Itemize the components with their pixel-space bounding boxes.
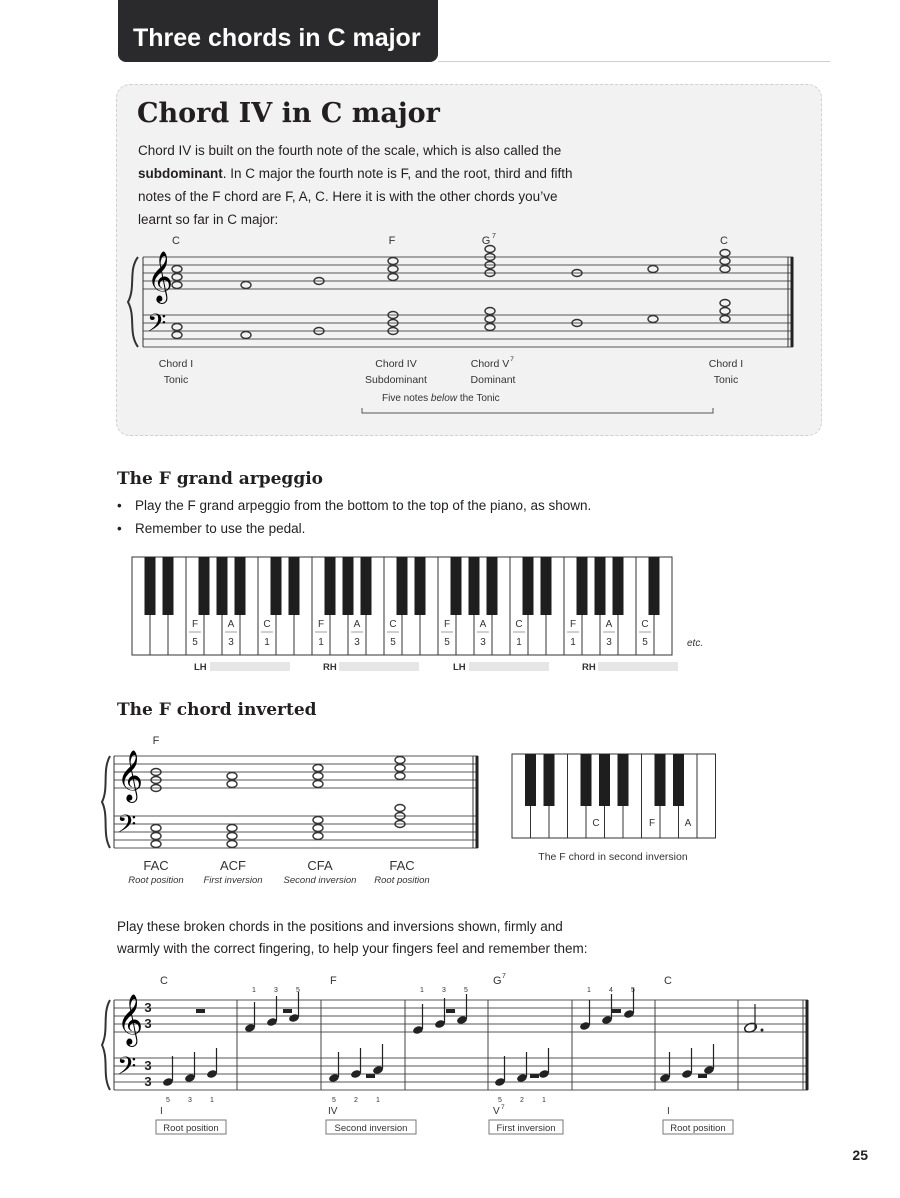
key-note-c: C bbox=[592, 818, 600, 829]
para-line: subdominant. In C major the fourth note is F, and the root, third and fifth bbox=[138, 166, 573, 181]
position-label: Root position bbox=[670, 1123, 726, 1134]
para-line: notes of the F chord are F, A, C. Here it is with the other chords you’ve bbox=[138, 189, 558, 204]
finger-number: 1 bbox=[587, 987, 591, 994]
hand-range-bar bbox=[339, 662, 419, 671]
grand-staff-brace bbox=[102, 756, 110, 848]
time-sig-top: 3 bbox=[144, 1000, 152, 1015]
under-label-name: Chord V bbox=[470, 358, 510, 370]
black-key bbox=[397, 557, 408, 615]
position-label: First inversion bbox=[496, 1123, 556, 1134]
fingerings bbox=[166, 987, 635, 1104]
treble-notes bbox=[172, 246, 730, 289]
inversion-keyboard bbox=[510, 752, 720, 870]
bullet-text: Remember to use the pedal. bbox=[135, 521, 306, 536]
finger-number: 3 bbox=[442, 987, 446, 994]
bass-staff-lines bbox=[143, 315, 793, 347]
chord-iv-title: Chord IV in C major bbox=[137, 98, 440, 129]
etc-label: etc. bbox=[687, 638, 704, 649]
bullet-item bbox=[117, 498, 591, 513]
under-label-role: Subdominant bbox=[365, 374, 427, 386]
key-finger: 1 bbox=[570, 637, 576, 648]
roman-numeral: V bbox=[493, 1106, 500, 1117]
chord-symbol-g7: G bbox=[481, 235, 491, 247]
chord-symbol-g7-sup: 7 bbox=[492, 233, 496, 240]
header-rule bbox=[438, 61, 830, 62]
treble-staff-lines bbox=[114, 756, 478, 788]
bass-notes bbox=[172, 300, 730, 339]
black-keys bbox=[145, 557, 660, 615]
black-key bbox=[289, 557, 300, 615]
under-label-name: Chord IV bbox=[375, 358, 417, 370]
treble-clef: 𝄞 bbox=[117, 751, 144, 800]
treble-staff-lines bbox=[114, 1000, 808, 1032]
finger-number: 2 bbox=[354, 1097, 358, 1104]
arpeggio-title: The F grand arpeggio bbox=[117, 469, 324, 489]
black-key bbox=[415, 557, 426, 615]
black-key bbox=[595, 557, 606, 615]
key-finger: 3 bbox=[480, 637, 486, 648]
inverted-title: The F chord inverted bbox=[117, 700, 317, 720]
inversion-notes bbox=[151, 757, 405, 848]
hand-range-bar bbox=[598, 662, 678, 671]
hand-range-bar bbox=[469, 662, 549, 671]
broken-chord-notes bbox=[162, 988, 715, 1087]
bass-staff-lines bbox=[114, 816, 478, 848]
finger-number: 1 bbox=[210, 1097, 214, 1104]
key-note: F bbox=[317, 619, 325, 630]
under-label-role: Dominant bbox=[470, 374, 516, 386]
black-key bbox=[673, 754, 684, 806]
treble-clef: 𝄞 bbox=[147, 252, 174, 301]
inversion-position-label: Second inversion bbox=[283, 875, 357, 886]
black-key bbox=[599, 754, 610, 806]
treble-clef: 𝄞 bbox=[117, 995, 144, 1044]
chord-symbol-f: F bbox=[152, 735, 160, 747]
inversion-notes-label: CFA bbox=[307, 858, 333, 873]
black-key bbox=[541, 557, 552, 615]
key-finger: 3 bbox=[228, 637, 234, 648]
para-line: warmly with the correct fingering, to help your fingers feel and remember them: bbox=[117, 941, 588, 956]
para-line: learnt so far in C major: bbox=[138, 212, 279, 227]
finger-number: 5 bbox=[332, 1097, 336, 1104]
roman-numeral: I bbox=[667, 1106, 670, 1117]
black-key bbox=[451, 557, 462, 615]
under-label-sup: 7 bbox=[510, 356, 514, 363]
hand-range-bar bbox=[210, 662, 290, 671]
key-finger: 5 bbox=[642, 637, 648, 648]
key-finger: 5 bbox=[444, 637, 450, 648]
finger-number: 5 bbox=[498, 1097, 502, 1104]
para-line: Chord IV is built on the fourth note of the scale, which is also called the bbox=[138, 143, 562, 158]
dot bbox=[761, 1029, 764, 1032]
finger-number: 1 bbox=[376, 1097, 380, 1104]
bass-clef: 𝄢 bbox=[117, 811, 137, 844]
arpeggio-keyboard bbox=[130, 555, 720, 677]
key-finger: 1 bbox=[516, 637, 522, 648]
key-note-a: A bbox=[684, 818, 692, 829]
chord-iv-score bbox=[116, 225, 822, 425]
inversion-position-label: Root position bbox=[128, 875, 184, 886]
black-key bbox=[469, 557, 480, 615]
black-key bbox=[525, 754, 536, 806]
five-notes-label: Five notes below the Tonic bbox=[382, 393, 500, 404]
chord-iv-paragraph bbox=[138, 139, 738, 231]
black-key bbox=[613, 557, 624, 615]
position-label: Second inversion bbox=[334, 1123, 408, 1134]
inversion-notes-label: ACF bbox=[220, 858, 246, 873]
chord-symbol-c-end: C bbox=[720, 235, 728, 247]
bass-clef: 𝄢 bbox=[117, 1053, 137, 1086]
bullet-dot: • bbox=[117, 498, 122, 513]
para-line: Play these broken chords in the positions and inversions shown, firmly and bbox=[117, 919, 563, 934]
finger-number: 5 bbox=[464, 987, 468, 994]
black-key bbox=[361, 557, 372, 615]
grand-staff-brace bbox=[128, 257, 138, 347]
five-notes-bracket bbox=[362, 408, 713, 413]
inversion-position-label: First inversion bbox=[203, 875, 263, 886]
black-key bbox=[655, 754, 666, 806]
key-finger: 3 bbox=[606, 637, 612, 648]
grand-staff-brace bbox=[102, 1000, 110, 1090]
finger-number: 3 bbox=[188, 1097, 192, 1104]
key-note: C bbox=[389, 619, 397, 630]
black-key bbox=[649, 557, 660, 615]
key-finger: 3 bbox=[354, 637, 360, 648]
black-key bbox=[235, 557, 246, 615]
under-label-name: Chord I bbox=[708, 358, 744, 370]
black-key bbox=[343, 557, 354, 615]
chord-symbol-f: F bbox=[388, 235, 396, 247]
chord-symbol-c: C bbox=[172, 235, 180, 247]
hand-label: RH bbox=[582, 662, 596, 673]
hand-label: RH bbox=[323, 662, 337, 673]
bullet-item bbox=[117, 521, 305, 536]
white-key bbox=[697, 754, 716, 838]
inversions-score bbox=[100, 730, 490, 890]
hand-label: LH bbox=[453, 662, 466, 673]
black-key bbox=[581, 754, 592, 806]
under-label-role: Tonic bbox=[163, 374, 189, 386]
key-note: A bbox=[227, 619, 235, 630]
chord-symbol: G bbox=[493, 975, 502, 987]
black-key bbox=[217, 557, 228, 615]
black-key bbox=[163, 557, 174, 615]
roman-numeral: IV bbox=[328, 1106, 338, 1117]
time-sig-top: 3 bbox=[144, 1058, 152, 1073]
time-sig-bottom: 3 bbox=[144, 1016, 152, 1031]
roman-numeral-sup: 7 bbox=[501, 1104, 505, 1111]
broken-chords-score bbox=[100, 964, 820, 1144]
position-label: Root position bbox=[163, 1123, 219, 1134]
bass-clef: 𝄢 bbox=[147, 310, 167, 343]
finger-number: 4 bbox=[609, 987, 613, 994]
chord-symbol: F bbox=[330, 975, 337, 987]
black-key bbox=[487, 557, 498, 615]
hand-label: LH bbox=[194, 662, 207, 673]
chord-symbol-sup: 7 bbox=[502, 973, 506, 980]
key-finger: 5 bbox=[390, 637, 396, 648]
black-key bbox=[618, 754, 629, 806]
inversion-notes-label: FAC bbox=[389, 858, 415, 873]
para-line-rest: In C major the fourth note is F, and the root, third and fifth bbox=[230, 166, 573, 181]
key-finger: 1 bbox=[318, 637, 324, 648]
key-note: F bbox=[191, 619, 199, 630]
key-note: A bbox=[353, 619, 361, 630]
chord-symbol: C bbox=[664, 975, 672, 987]
key-finger: 1 bbox=[264, 637, 270, 648]
finger-number: 1 bbox=[420, 987, 424, 994]
para-bold-term: subdominant bbox=[138, 166, 223, 181]
chord-symbol: C bbox=[160, 975, 168, 987]
key-finger: 5 bbox=[192, 637, 198, 648]
broken-chords-paragraph bbox=[117, 916, 757, 960]
under-label-name: Chord I bbox=[158, 358, 194, 370]
black-key bbox=[544, 754, 555, 806]
key-note: A bbox=[479, 619, 487, 630]
bullet-text: Play the F grand arpeggio from the bottom to the top of the piano, as shown. bbox=[135, 498, 592, 513]
key-note: C bbox=[515, 619, 523, 630]
under-label-role: Tonic bbox=[713, 374, 739, 386]
key-note: F bbox=[443, 619, 451, 630]
finger-number: 5 bbox=[296, 987, 300, 994]
chapter-title: Three chords in C major bbox=[133, 24, 421, 52]
finger-number: 5 bbox=[166, 1097, 170, 1104]
black-key bbox=[577, 557, 588, 615]
inversion-notes-label: FAC bbox=[143, 858, 169, 873]
key-note: C bbox=[641, 619, 649, 630]
key-note: F bbox=[569, 619, 577, 630]
key-note: C bbox=[263, 619, 271, 630]
page-number: 25 bbox=[852, 1147, 868, 1163]
black-key bbox=[523, 557, 534, 615]
black-keys bbox=[525, 754, 684, 806]
keyboard-caption: The F chord in second inversion bbox=[538, 851, 688, 863]
black-key bbox=[145, 557, 156, 615]
finger-number: 3 bbox=[274, 987, 278, 994]
roman-numeral: I bbox=[160, 1106, 163, 1117]
position-boxes bbox=[156, 1120, 733, 1134]
time-sig-bottom: 3 bbox=[144, 1074, 152, 1089]
finger-number: 1 bbox=[252, 987, 256, 994]
key-note: A bbox=[605, 619, 613, 630]
black-key bbox=[199, 557, 210, 615]
inversion-position-label: Root position bbox=[374, 875, 430, 886]
black-key bbox=[325, 557, 336, 615]
bullet-dot: • bbox=[117, 521, 122, 536]
finger-number: 5 bbox=[631, 987, 635, 994]
key-note-f: F bbox=[648, 818, 656, 829]
finger-number: 1 bbox=[542, 1097, 546, 1104]
finger-number: 2 bbox=[520, 1097, 524, 1104]
black-key bbox=[271, 557, 282, 615]
